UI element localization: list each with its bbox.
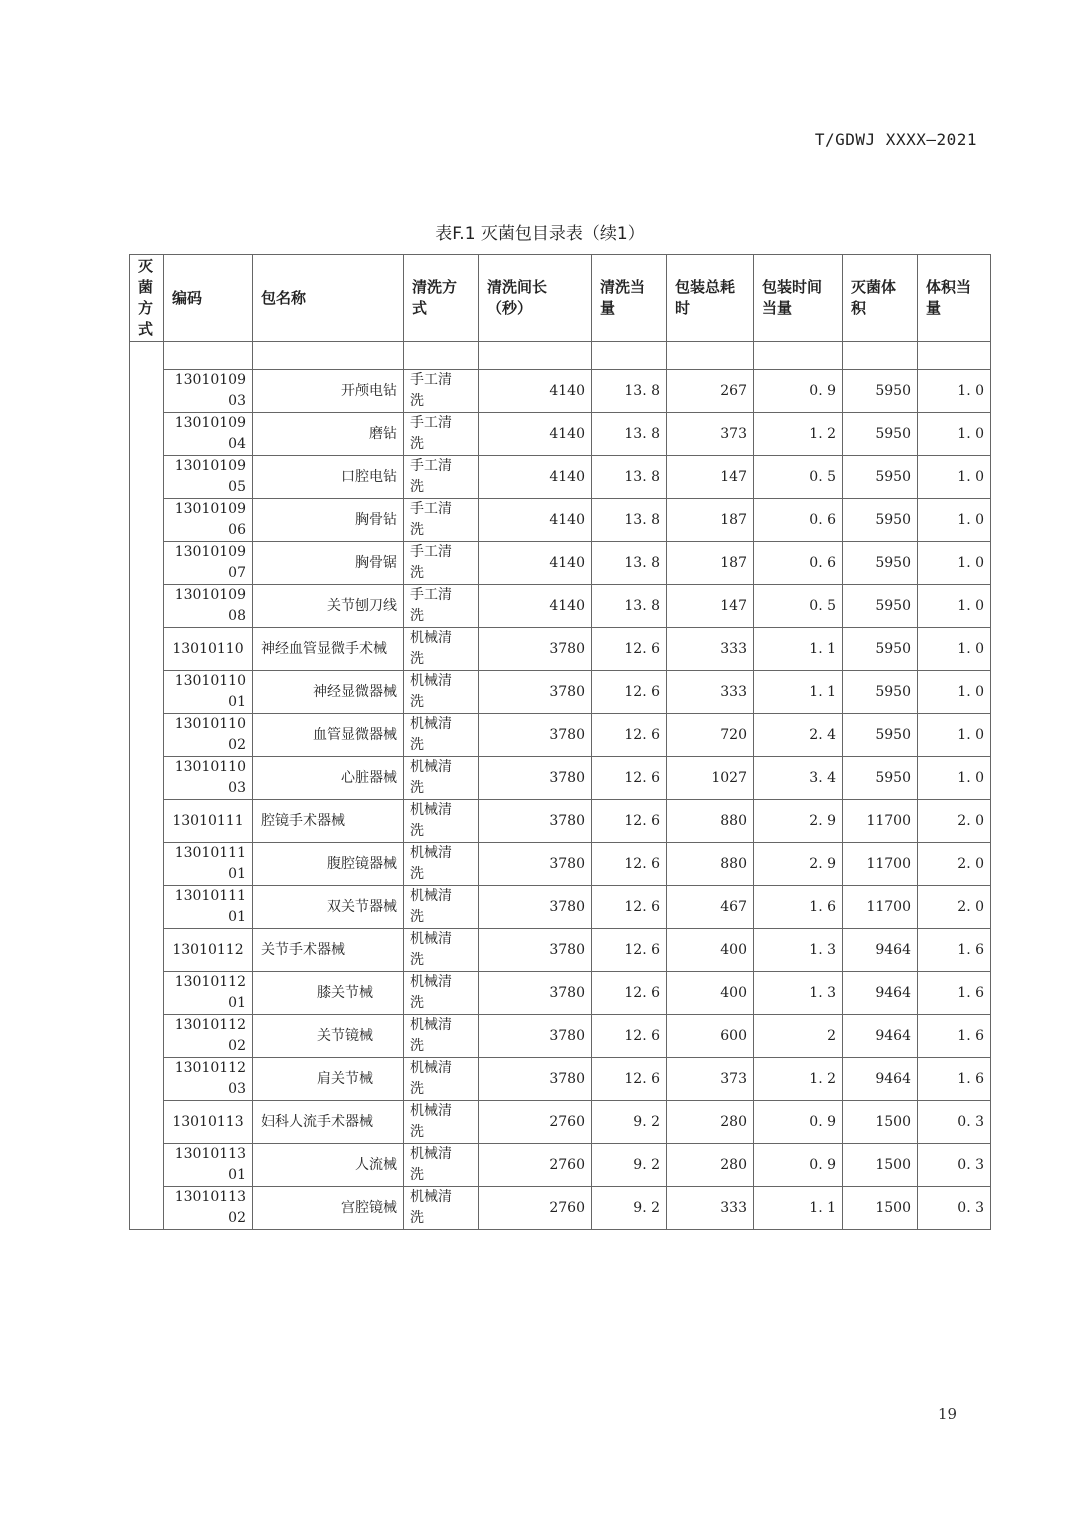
package-name-cell: 神经血管显微手术械	[253, 628, 404, 671]
volume-equivalent-cell: 1. 6	[918, 1058, 991, 1101]
package-name-cell: 妇科人流手术器械	[253, 1101, 404, 1144]
wash-method-cell: 机械清 洗	[404, 929, 479, 972]
package-name-cell: 膝关节械	[253, 972, 404, 1015]
pack-equivalent-cell: 0. 9	[754, 370, 843, 413]
wash-time-cell: 2760	[479, 1187, 592, 1230]
volume-equivalent-cell: 2. 0	[918, 886, 991, 929]
volume-equivalent-cell: 2. 0	[918, 843, 991, 886]
pack-equivalent-cell: 2. 9	[754, 800, 843, 843]
wash-method-cell: 机械清 洗	[404, 628, 479, 671]
pack-equivalent-cell: 1. 1	[754, 628, 843, 671]
volume-equivalent-cell: 1. 6	[918, 929, 991, 972]
package-name-cell: 开颅电钻	[253, 370, 404, 413]
wash-method-cell: 机械清 洗	[404, 714, 479, 757]
code-cell: 13010109 04	[164, 413, 253, 456]
empty-row	[130, 342, 991, 370]
pack-equivalent-cell: 0. 5	[754, 456, 843, 499]
col-header-wash-equivalent: 清洗当 量	[592, 255, 667, 342]
code-cell: 13010113 02	[164, 1187, 253, 1230]
wash-method-cell: 机械清 洗	[404, 1101, 479, 1144]
pack-equivalent-cell: 1. 1	[754, 1187, 843, 1230]
table-row	[130, 843, 991, 886]
pack-equivalent-cell: 2. 9	[754, 843, 843, 886]
col-header-wash-method: 清洗方 式	[404, 255, 479, 342]
wash-equivalent-cell: 12. 6	[592, 714, 667, 757]
wash-time-cell: 3780	[479, 671, 592, 714]
package-name-cell: 宫腔镜械	[253, 1187, 404, 1230]
pack-equivalent-cell: 0. 9	[754, 1144, 843, 1187]
pack-time-cell: 373	[667, 413, 754, 456]
code-cell: 13010111 01	[164, 886, 253, 929]
pack-time-cell: 467	[667, 886, 754, 929]
col-header-wash-time: 清洗间长 （秒）	[479, 255, 592, 342]
sterilize-volume-cell: 11700	[843, 843, 918, 886]
wash-method-cell: 机械清 洗	[404, 1015, 479, 1058]
table-row	[130, 1015, 991, 1058]
package-name-cell: 血管显微器械	[253, 714, 404, 757]
pack-equivalent-cell: 1. 2	[754, 1058, 843, 1101]
table-row	[130, 671, 991, 714]
wash-time-cell: 3780	[479, 714, 592, 757]
volume-equivalent-cell: 1. 0	[918, 370, 991, 413]
pack-time-cell: 373	[667, 1058, 754, 1101]
pack-time-cell: 187	[667, 542, 754, 585]
pack-time-cell: 400	[667, 929, 754, 972]
pack-time-cell: 880	[667, 800, 754, 843]
table-row	[130, 585, 991, 628]
table-row	[130, 542, 991, 585]
volume-equivalent-cell: 1. 0	[918, 456, 991, 499]
wash-time-cell: 3780	[479, 800, 592, 843]
wash-time-cell: 3780	[479, 628, 592, 671]
pack-equivalent-cell: 3. 4	[754, 757, 843, 800]
sterilize-volume-cell: 11700	[843, 886, 918, 929]
volume-equivalent-cell: 1. 0	[918, 671, 991, 714]
volume-equivalent-cell: 1. 0	[918, 757, 991, 800]
table-row	[130, 628, 991, 671]
table-row	[130, 413, 991, 456]
code-cell: 13010111 01	[164, 843, 253, 886]
volume-equivalent-cell: 1. 0	[918, 499, 991, 542]
wash-time-cell: 3780	[479, 757, 592, 800]
wash-equivalent-cell: 12. 6	[592, 800, 667, 843]
package-name-cell: 关节手术器械	[253, 929, 404, 972]
volume-equivalent-cell: 1. 0	[918, 585, 991, 628]
pack-time-cell: 400	[667, 972, 754, 1015]
wash-time-cell: 4140	[479, 413, 592, 456]
wash-method-cell: 机械清 洗	[404, 800, 479, 843]
wash-time-cell: 2760	[479, 1101, 592, 1144]
page-number: 19	[938, 1405, 958, 1423]
wash-time-cell: 4140	[479, 370, 592, 413]
volume-equivalent-cell: 0. 3	[918, 1187, 991, 1230]
pack-equivalent-cell: 0. 9	[754, 1101, 843, 1144]
sterilize-volume-cell: 1500	[843, 1144, 918, 1187]
wash-method-cell: 机械清 洗	[404, 886, 479, 929]
wash-method-cell: 手工清 洗	[404, 585, 479, 628]
wash-equivalent-cell: 12. 6	[592, 671, 667, 714]
pack-time-cell: 147	[667, 456, 754, 499]
wash-method-cell: 手工清 洗	[404, 499, 479, 542]
wash-method-cell: 机械清 洗	[404, 1187, 479, 1230]
code-cell: 13010110	[164, 628, 253, 671]
pack-time-cell: 600	[667, 1015, 754, 1058]
code-cell: 13010112 01	[164, 972, 253, 1015]
code-cell: 13010109 03	[164, 370, 253, 413]
code-cell: 13010112 02	[164, 1015, 253, 1058]
pack-time-cell: 720	[667, 714, 754, 757]
wash-method-cell: 机械清 洗	[404, 671, 479, 714]
sterilize-volume-cell: 5950	[843, 542, 918, 585]
package-name-cell: 心脏器械	[253, 757, 404, 800]
pack-equivalent-cell: 0. 6	[754, 499, 843, 542]
table-header-row	[130, 255, 991, 342]
table-row	[130, 370, 991, 413]
col-header-sterilize-volume: 灭菌体 积	[843, 255, 918, 342]
code-cell: 13010113	[164, 1101, 253, 1144]
pack-time-cell: 280	[667, 1144, 754, 1187]
wash-equivalent-cell: 9. 2	[592, 1187, 667, 1230]
wash-method-cell: 机械清 洗	[404, 1144, 479, 1187]
sterilize-volume-cell: 5950	[843, 413, 918, 456]
sterilize-volume-cell: 5950	[843, 456, 918, 499]
table-title: 表F.1 灭菌包目录表（续1）	[435, 224, 645, 244]
pack-time-cell: 1027	[667, 757, 754, 800]
package-name-cell: 胸骨锯	[253, 542, 404, 585]
sterilize-volume-cell: 9464	[843, 972, 918, 1015]
table-row	[130, 1144, 991, 1187]
pack-equivalent-cell: 2. 4	[754, 714, 843, 757]
code-cell: 13010110 02	[164, 714, 253, 757]
pack-time-cell: 880	[667, 843, 754, 886]
wash-method-cell: 机械清 洗	[404, 843, 479, 886]
code-cell: 13010110 01	[164, 671, 253, 714]
pack-equivalent-cell: 1. 2	[754, 413, 843, 456]
volume-equivalent-cell: 1. 0	[918, 542, 991, 585]
wash-equivalent-cell: 13. 8	[592, 456, 667, 499]
wash-time-cell: 3780	[479, 843, 592, 886]
sterilize-volume-cell: 5950	[843, 628, 918, 671]
pack-time-cell: 267	[667, 370, 754, 413]
package-name-cell: 腔镜手术器械	[253, 800, 404, 843]
wash-equivalent-cell: 12. 6	[592, 929, 667, 972]
table-row	[130, 456, 991, 499]
pack-time-cell: 333	[667, 671, 754, 714]
wash-equivalent-cell: 13. 8	[592, 370, 667, 413]
code-cell: 13010112 03	[164, 1058, 253, 1101]
package-name-cell: 神经显微器械	[253, 671, 404, 714]
wash-equivalent-cell: 13. 8	[592, 542, 667, 585]
wash-time-cell: 3780	[479, 886, 592, 929]
pack-equivalent-cell: 1. 1	[754, 671, 843, 714]
wash-equivalent-cell: 9. 2	[592, 1144, 667, 1187]
pack-time-cell: 147	[667, 585, 754, 628]
pack-equivalent-cell: 2	[754, 1015, 843, 1058]
wash-equivalent-cell: 9. 2	[592, 1101, 667, 1144]
wash-equivalent-cell: 12. 6	[592, 757, 667, 800]
wash-time-cell: 3780	[479, 1015, 592, 1058]
wash-equivalent-cell: 12. 6	[592, 972, 667, 1015]
package-name-cell: 关节镜械	[253, 1015, 404, 1058]
sterilize-volume-cell: 5950	[843, 499, 918, 542]
table-row	[130, 929, 991, 972]
pack-equivalent-cell: 1. 3	[754, 929, 843, 972]
col-header-pack-time: 包装总耗 时	[667, 255, 754, 342]
sterilize-volume-cell: 5950	[843, 370, 918, 413]
table-row	[130, 499, 991, 542]
package-name-cell: 腹腔镜器械	[253, 843, 404, 886]
wash-method-cell: 机械清 洗	[404, 757, 479, 800]
wash-time-cell: 4140	[479, 542, 592, 585]
table-row	[130, 972, 991, 1015]
wash-time-cell: 4140	[479, 585, 592, 628]
pack-time-cell: 187	[667, 499, 754, 542]
code-cell: 13010109 06	[164, 499, 253, 542]
volume-equivalent-cell: 1. 6	[918, 1015, 991, 1058]
sterilize-volume-cell: 5950	[843, 671, 918, 714]
package-name-cell: 双关节器械	[253, 886, 404, 929]
wash-equivalent-cell: 12. 6	[592, 843, 667, 886]
volume-equivalent-cell: 1. 6	[918, 972, 991, 1015]
sterilize-volume-cell: 5950	[843, 714, 918, 757]
wash-equivalent-cell: 13. 8	[592, 413, 667, 456]
wash-method-cell: 机械清 洗	[404, 1058, 479, 1101]
standard-code: T/GDWJ XXXX—2021	[814, 130, 977, 149]
wash-equivalent-cell: 12. 6	[592, 886, 667, 929]
col-header-pack-equivalent: 包装时间 当量	[754, 255, 843, 342]
wash-equivalent-cell: 13. 8	[592, 585, 667, 628]
wash-method-cell: 手工清 洗	[404, 370, 479, 413]
col-header-volume-equivalent: 体积当 量	[918, 255, 991, 342]
wash-time-cell: 3780	[479, 1058, 592, 1101]
code-cell: 13010113 01	[164, 1144, 253, 1187]
wash-method-cell: 手工清 洗	[404, 413, 479, 456]
col-header-method: 灭 菌 方 式	[130, 255, 164, 342]
wash-equivalent-cell: 12. 6	[592, 1058, 667, 1101]
sterilize-volume-cell: 1500	[843, 1101, 918, 1144]
package-name-cell: 胸骨钻	[253, 499, 404, 542]
sterilize-volume-cell: 9464	[843, 1058, 918, 1101]
wash-method-cell: 手工清 洗	[404, 542, 479, 585]
package-name-cell: 关节刨刀线	[253, 585, 404, 628]
table-row	[130, 886, 991, 929]
sterilize-volume-cell: 9464	[843, 929, 918, 972]
sterilize-volume-cell: 1500	[843, 1187, 918, 1230]
table-row	[130, 1058, 991, 1101]
wash-time-cell: 3780	[479, 929, 592, 972]
package-name-cell: 肩关节械	[253, 1058, 404, 1101]
sterilization-method-cell	[130, 342, 164, 1230]
volume-equivalent-cell: 0. 3	[918, 1101, 991, 1144]
volume-equivalent-cell: 2. 0	[918, 800, 991, 843]
pack-time-cell: 280	[667, 1101, 754, 1144]
package-name-cell: 磨钻	[253, 413, 404, 456]
volume-equivalent-cell: 1. 0	[918, 628, 991, 671]
wash-time-cell: 2760	[479, 1144, 592, 1187]
pack-time-cell: 333	[667, 628, 754, 671]
sterilize-volume-cell: 11700	[843, 800, 918, 843]
pack-equivalent-cell: 1. 3	[754, 972, 843, 1015]
package-name-cell: 口腔电钻	[253, 456, 404, 499]
wash-method-cell: 机械清 洗	[404, 972, 479, 1015]
code-cell: 13010110 03	[164, 757, 253, 800]
code-cell: 13010111	[164, 800, 253, 843]
wash-time-cell: 4140	[479, 499, 592, 542]
sterilize-volume-cell: 9464	[843, 1015, 918, 1058]
code-cell: 13010112	[164, 929, 253, 972]
col-header-name: 包名称	[253, 255, 404, 342]
table-row	[130, 1101, 991, 1144]
wash-equivalent-cell: 12. 6	[592, 628, 667, 671]
sterilize-volume-cell: 5950	[843, 585, 918, 628]
table-row	[130, 800, 991, 843]
pack-time-cell: 333	[667, 1187, 754, 1230]
volume-equivalent-cell: 0. 3	[918, 1144, 991, 1187]
col-header-code: 编码	[164, 255, 253, 342]
pack-equivalent-cell: 0. 6	[754, 542, 843, 585]
code-cell: 13010109 07	[164, 542, 253, 585]
wash-time-cell: 4140	[479, 456, 592, 499]
wash-time-cell: 3780	[479, 972, 592, 1015]
table-row	[130, 757, 991, 800]
table-row	[130, 714, 991, 757]
code-cell: 13010109 05	[164, 456, 253, 499]
wash-equivalent-cell: 13. 8	[592, 499, 667, 542]
code-cell: 13010109 08	[164, 585, 253, 628]
pack-equivalent-cell: 1. 6	[754, 886, 843, 929]
package-name-cell: 人流械	[253, 1144, 404, 1187]
sterilization-package-table	[129, 254, 991, 1230]
wash-method-cell: 手工清 洗	[404, 456, 479, 499]
sterilize-volume-cell: 5950	[843, 757, 918, 800]
volume-equivalent-cell: 1. 0	[918, 714, 991, 757]
wash-equivalent-cell: 12. 6	[592, 1015, 667, 1058]
pack-equivalent-cell: 0. 5	[754, 585, 843, 628]
volume-equivalent-cell: 1. 0	[918, 413, 991, 456]
table-row	[130, 1187, 991, 1230]
